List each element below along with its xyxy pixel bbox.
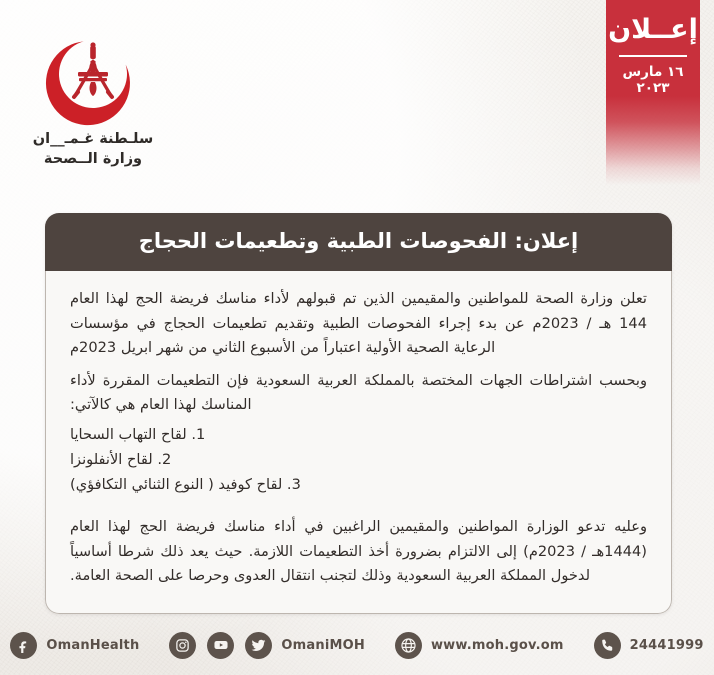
- banner-divider: [619, 55, 687, 57]
- footer-item-website[interactable]: [395, 632, 564, 659]
- instagram-icon[interactable]: [169, 632, 196, 659]
- banner-date: ١٦ مارس ٢٠٢٣: [622, 63, 684, 96]
- footer-label-facebook: OmanHealth: [46, 637, 140, 653]
- paragraph-conclusion: وعليه تدعو الوزارة المواطنين والمقيمين الراغبين في أداء مناسك فريضة الحج لهذا العام (1444هـ / 2023م) إلى الالتزام بضرورة أخذ التطعيمات اللازمة. حيث يعد ذلك شرطا أساسياً لدخول المملكة العربية السعودية وذلك لتجنب انتقال العدوى وحرصا على الصحة العامة.: [70, 518, 647, 585]
- footer-label-website: www.moh.gov.om: [430, 637, 564, 653]
- footer-label-phone: 24441999: [629, 637, 704, 653]
- card-title: إعلان: الفحوصات الطبية وتطعيمات الحجاج: [138, 229, 579, 253]
- footer-item-phone[interactable]: [594, 632, 704, 659]
- footer-label-twitter: OmaniMOH: [281, 637, 365, 653]
- globe-icon[interactable]: [395, 632, 422, 659]
- vaccine-list: [70, 422, 647, 497]
- footer-item-youtube[interactable]: [207, 632, 234, 659]
- paragraph-requirements: وبحسب اشتراطات الجهات المختصة بالمملكة العربية السعودية فإن التطعيمات المقررة لأداء المناسك لهذا العام هي كالآتي:: [70, 371, 647, 414]
- footer-item-facebook[interactable]: [10, 632, 139, 659]
- card-header: [45, 213, 672, 271]
- oman-moh-crest-icon: [41, 22, 145, 126]
- footer-contact-bar: [0, 625, 714, 665]
- youtube-icon[interactable]: [207, 632, 234, 659]
- footer-item-instagram[interactable]: [169, 632, 196, 659]
- list-item: 1. لقاح التهاب السحايا: [70, 425, 206, 443]
- ministry-logo: [18, 22, 168, 169]
- logo-line-country: سلـطنة غـمـ__ان: [32, 131, 154, 147]
- logo-line-ministry: وزارة الــصحة: [43, 150, 143, 167]
- paragraph-gap: [70, 497, 647, 513]
- list-item: 3. لقاح كوفيد ( النوع الثنائي التكافؤي): [70, 476, 301, 494]
- card-body: [45, 271, 672, 613]
- footer-item-twitter[interactable]: [245, 632, 365, 659]
- list-item: 2. لقاح الأنفلونزا: [70, 450, 172, 468]
- announcement-card: [45, 213, 672, 614]
- banner-title: إعــلان: [608, 14, 698, 45]
- twitter-icon[interactable]: [245, 632, 272, 659]
- announcement-banner: [606, 0, 700, 185]
- phone-icon[interactable]: [594, 632, 621, 659]
- paragraph-intro: تعلن وزارة الصحة للمواطنين والمقيمين الذين تم قبولهم لأداء مناسك فريضة الحج لهذا العام 144 هـ / 2023م عن بدء إجراء الفحوصات الطبية وتقديم تطعيمات الحجاج في مؤسسات الرعاية الصحية الأولية اعتباراً من الأسبوع الثاني من شهر ابريل 2023م: [70, 290, 647, 357]
- facebook-icon[interactable]: [10, 632, 37, 659]
- ministry-logo-text: [18, 130, 168, 169]
